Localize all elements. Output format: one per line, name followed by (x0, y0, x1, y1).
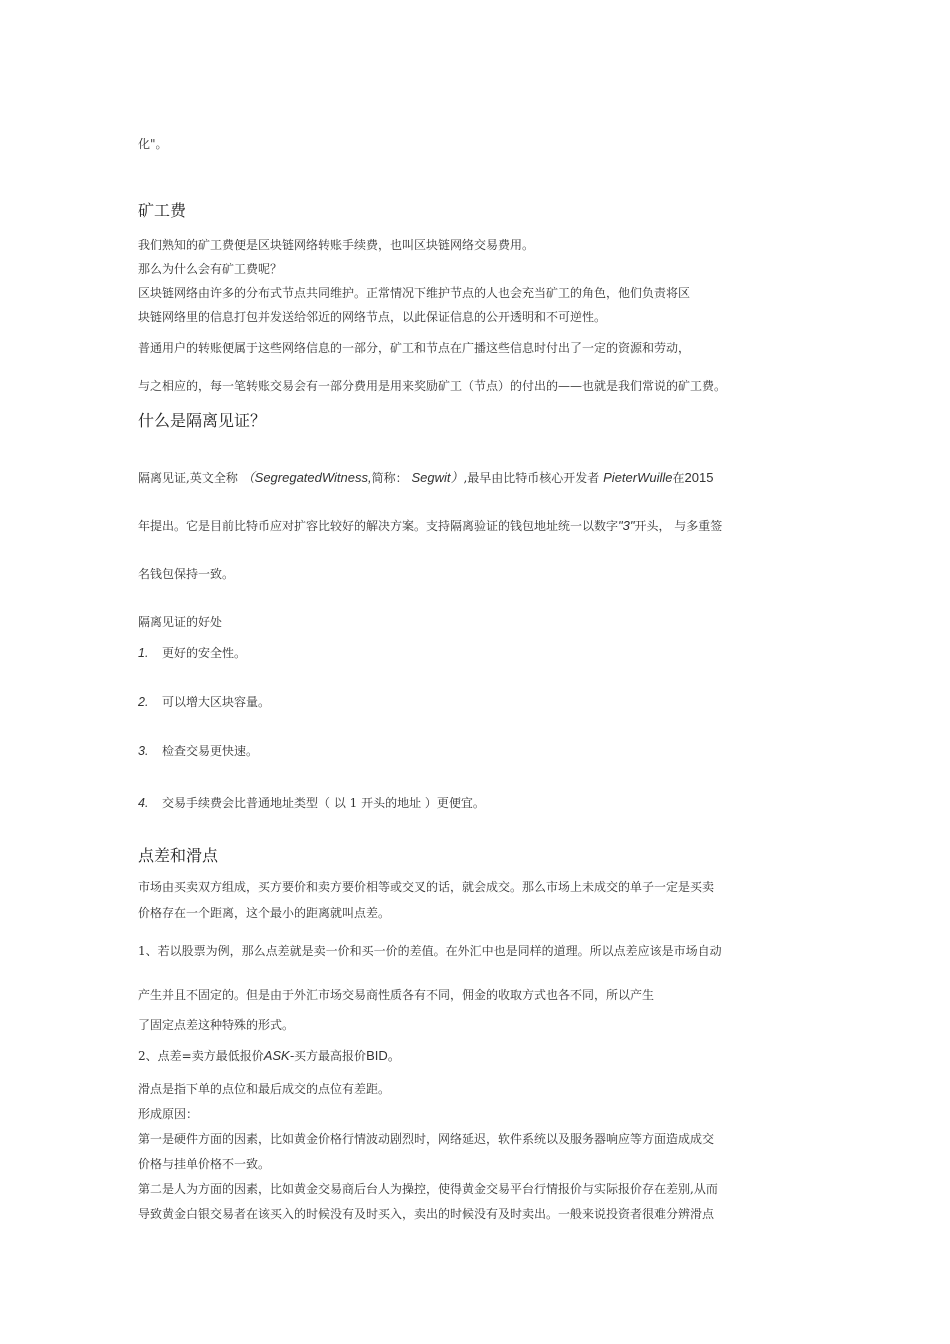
list-item: 可以增大区块容量。 (162, 695, 271, 709)
segwit-paragraph-3: 名钱包保持一致。 (138, 567, 235, 581)
paragraph-line: 与之相应的，每一笔转账交易会有一部分费用是用来奖励矿工（节点）的付出的——也就是我们常说的矿工费。 (138, 379, 727, 393)
heading-miner-fee: 矿工费 (138, 201, 187, 220)
text-run-ask: ASK- (263, 1048, 295, 1063)
list-number: 1. (138, 646, 149, 660)
paragraph-line: 滑点是指下单的点位和最后成交的点位有差距。 (138, 1082, 391, 1096)
paragraph-line: 普通用户的转账便属于这些网络信息的一部分，矿工和节点在广播这些信息时付出了一定的资源和劳动， (138, 341, 691, 355)
text-run: 简称： (371, 471, 408, 485)
list-number: 2. (138, 695, 149, 709)
paragraph-line: 那么为什么会有矿工费呢？ (138, 262, 283, 276)
text-run-developer: PieterWuille (603, 470, 673, 485)
text-fragment: 化"。 (138, 137, 168, 151)
text-run: 买方最高报价 (294, 1049, 367, 1063)
paragraph-line: 第二是人为方面的因素，比如黄金交易商后台人为操控，使得黄金交易平台行情报价与实际报价存在差别,从而 (138, 1182, 718, 1196)
text-run: 2、点差=卖方最低报价 (138, 1049, 264, 1063)
spread-item-1: 1、若以股票为例，那么点差就是卖一价和买一价的差值。在外汇中也是同样的道理。所以点差应该是市场自动 (138, 944, 722, 958)
list-number: 4. (138, 796, 149, 810)
heading-spread: 点差和滑点 (138, 846, 219, 865)
paragraph-line: 了固定点差这种特殊的形式。 (138, 1018, 295, 1032)
text-run: 年提出。它是目前比特币应对扩容比较好的解决方案。支持隔离验证的钱包地址统一以数字 (138, 519, 619, 533)
spread-item-2 (138, 1048, 401, 1064)
heading-segwit: 什么是隔离见证？ (138, 411, 267, 430)
segwit-paragraph-1 (138, 470, 713, 486)
paragraph-line: 块链网络里的信息打包并发送给邻近的网络节点，以此保证信息的公开透明和不可逆性。 (138, 310, 607, 324)
paragraph-line: 价格存在一个距离，这个最小的距离就叫点差。 (138, 906, 391, 920)
text-run: 在 (672, 471, 685, 485)
text-run: ,最早由比特币核心开发者 (463, 471, 600, 485)
list-item: 交易手续费会比普通地址类型（ 以 1 开头的地址 ）更便宜。 (162, 796, 485, 810)
paragraph-line: 产生并且不固定的。但是由于外汇市场交易商性质各有不同，佣金的收取方式也各不同，所以产生 (138, 988, 655, 1002)
paragraph-line: 区块链网络由许多的分布式节点共同维护。正常情况下维护节点的人也会充当矿工的角色，他们负责将区 (138, 286, 691, 300)
benefits-title: 隔离见证的好处 (138, 615, 223, 629)
paragraph-line: 我们熟知的矿工费便是区块链网络转账手续费，也叫区块链网络交易费用。 (138, 238, 535, 252)
paragraph-line: 第一是硬件方面的因素，比如黄金价格行情波动剧烈时，网络延迟，软件系统以及服务器响应等方面造成成交 (138, 1132, 715, 1146)
list-item: 检查交易更快速。 (162, 744, 259, 758)
list-number: 3. (138, 744, 149, 758)
text-run: 隔离见证,英文全称 (138, 471, 238, 485)
text-run-year: 2015 (684, 470, 714, 485)
paragraph-line: 市场由买卖双方组成，买方要价和卖方要价相等或交叉的话，就会成交。那么市场上未成交的单子一定是买卖 (138, 880, 715, 894)
text-run-bid: BID。 (366, 1048, 401, 1063)
paragraph-line: 形成原因： (138, 1107, 199, 1121)
list-item: 更好的安全性。 (162, 646, 247, 660)
paragraph-line: 价格与挂单价格不一致。 (138, 1157, 271, 1171)
text-run-abbrev: Segwit） (411, 470, 464, 485)
segwit-paragraph-2 (138, 518, 722, 534)
text-run-digit: "3" (618, 518, 635, 533)
text-run: 开头， 与多重签 (634, 519, 723, 533)
text-run-english-name: （SegregatedWitness, (241, 470, 372, 485)
paragraph-line: 导致黄金白银交易者在该买入的时候没有及时买入，卖出的时候没有及时卖出。一般来说投资者很难分辨滑点 (138, 1207, 715, 1221)
